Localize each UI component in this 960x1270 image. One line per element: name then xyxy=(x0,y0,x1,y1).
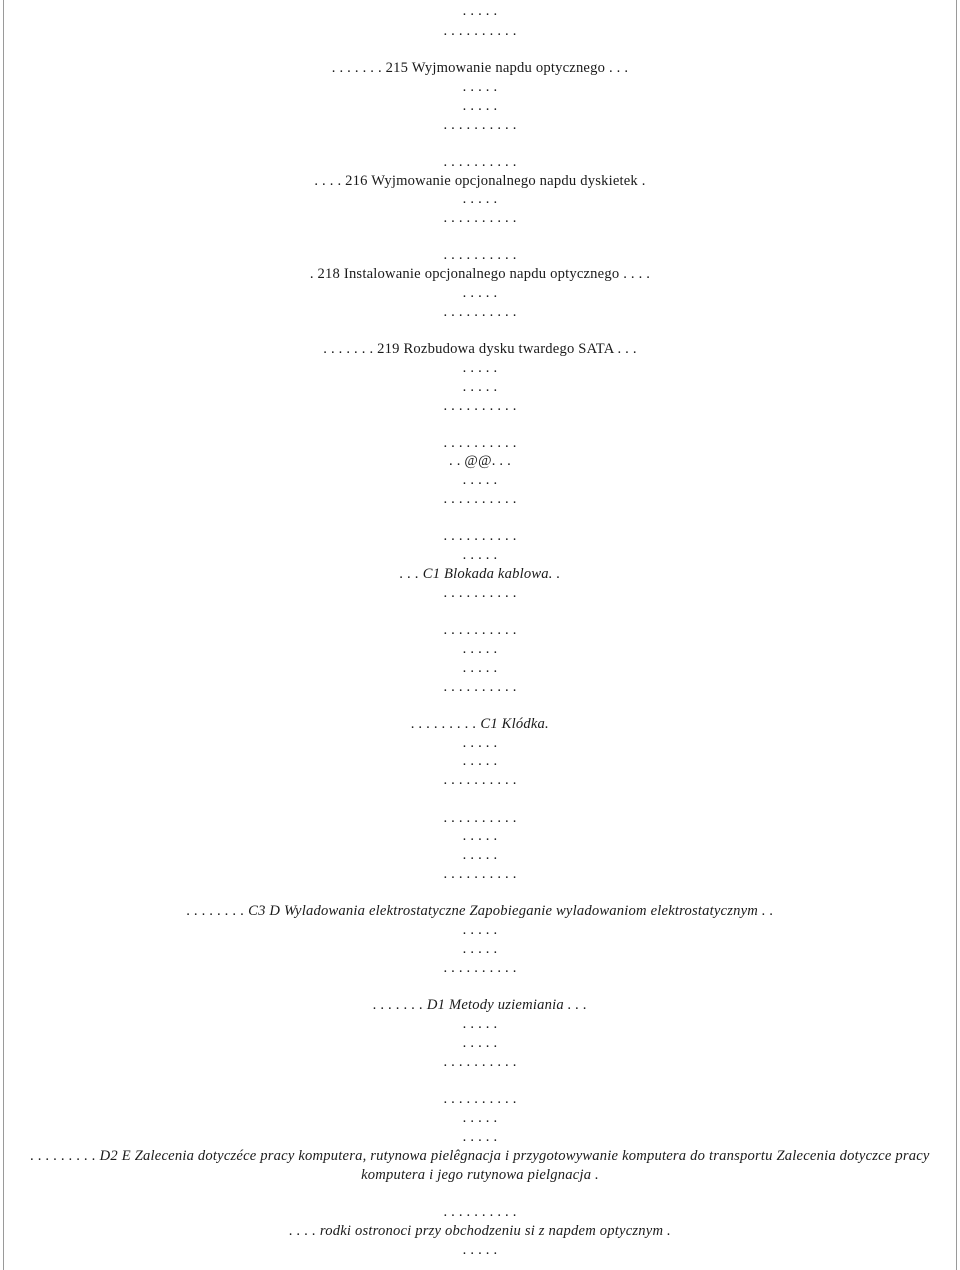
dot-leader-line: . . . . . xyxy=(462,922,498,938)
dot-leader-line: . . . . . . . . . . xyxy=(443,679,517,695)
dot-leader-line: . . . . . xyxy=(462,1035,498,1051)
dot-leader-line: . . . . . . . . . . xyxy=(443,528,517,544)
dot-leader-line: . . . . . xyxy=(462,360,498,376)
dot-leader-line: . . . . . xyxy=(462,79,498,95)
dot-leader-line: . . . . . . . . . . xyxy=(443,1204,517,1220)
dot-leader-line: . . . . . . . . . . xyxy=(443,1091,517,1107)
dot-leader-line: . . . . . xyxy=(462,941,498,957)
dot-leader-line: . . . . . xyxy=(462,472,498,488)
page-edge-right xyxy=(956,0,957,1270)
dot-leader-line: . . . . . xyxy=(462,98,498,114)
dot-leader-line: . . . . . . . . . . xyxy=(443,117,517,133)
dot-leader-line: . . . . . . . . . . xyxy=(443,398,517,414)
dot-leader-line: . . . . . xyxy=(462,1016,498,1032)
toc-entry-c1-padlock: . . . . . . . . . C1 Klódka. xyxy=(411,716,549,732)
dot-leader-line: . . . . . . . . . . xyxy=(443,23,517,39)
dot-leader-line: . . . . . . . . . . xyxy=(443,866,517,882)
dot-leader-line: . . . . . xyxy=(462,191,498,207)
dot-leader-line: . . . . . xyxy=(462,828,498,844)
dot-leader-line: . . . . . xyxy=(462,753,498,769)
toc-entry-c1-cable-lock: . . . C1 Blokada kablowa. . xyxy=(399,566,561,582)
toc-entry-c3-d-esd: . . . . . . . . C3 D Wyladowania elektrostatyczne Zapobieganie wyladowaniom elektrostatycznym . . xyxy=(186,903,774,919)
toc-entry-215: . . . . . . . 215 Wyjmowanie napdu optycznego . . . xyxy=(331,60,629,76)
dot-leader-line: . . . . . . . . . . xyxy=(443,435,517,451)
dot-leader-line: . . . . . xyxy=(462,379,498,395)
dot-leader-line: . . . . . xyxy=(462,1129,498,1145)
toc-entry-216: . . . . 216 Wyjmowanie opcjonalnego napdu dyskietek . xyxy=(314,173,646,189)
dot-leader-line: . . . . . xyxy=(462,1110,498,1126)
toc-entry-218: . 218 Instalowanie opcjonalnego napdu optycznego . . . . xyxy=(309,266,651,282)
toc-entry-d2-e-care: . . . . . . . . . D2 E Zalecenia dotyczéce pracy komputera, rutynowa pielêgnacja i przygotowywanie komputera do transportu Zalecenia dotyczce pracy komputera i jego rutynowa pielgnacja . xyxy=(30,1148,930,1183)
document-page xyxy=(4,0,956,1270)
toc-entry-d1-grounding: . . . . . . . D1 Metody uziemiania . . . xyxy=(373,997,587,1013)
dot-leader-line: . . . . . . . . . . xyxy=(443,810,517,826)
toc-entry-219: . . . . . . . 219 Rozbudowa dysku twardego SATA . . . xyxy=(323,341,637,357)
dot-leader-line: . . . . . xyxy=(462,641,498,657)
dot-leader-line: . . . . . . . . . . xyxy=(443,304,517,320)
dot-leader-line: . . . . . . . . . . xyxy=(443,585,517,601)
dot-leader-line: . . . . . xyxy=(462,1242,498,1258)
dot-leader-line: . . . . . xyxy=(462,660,498,676)
toc-entry-optical-drive-precautions: . . . . rodki ostronoci przy obchodzeniu si z napdem optycznym . xyxy=(289,1223,671,1239)
toc-entry-at: . . @@. . . xyxy=(449,453,511,469)
dot-leader-line: . . . . . . . . . . xyxy=(443,772,517,788)
dot-leader-line: . . . . . . . . . . xyxy=(443,491,517,507)
dot-leader-line: . . . . . . . . . . xyxy=(443,210,517,226)
dot-leader-line: . . . . . . . . . . xyxy=(443,1054,517,1070)
dot-leader-line: . . . . . xyxy=(462,285,498,301)
dot-leader-line: . . . . . xyxy=(462,735,498,751)
dot-leader-line: . . . . . . . . . . xyxy=(443,247,517,263)
dot-leader-line: . . . . . . . . . . xyxy=(443,622,517,638)
dot-leader-line: . . . . . xyxy=(462,847,498,863)
dot-leader-line: . . . . . xyxy=(462,547,498,563)
dot-leader-line: . . . . . xyxy=(462,3,498,19)
dot-leader-line: . . . . . . . . . . xyxy=(443,960,517,976)
dot-leader-line: . . . . . . . . . . xyxy=(443,154,517,170)
